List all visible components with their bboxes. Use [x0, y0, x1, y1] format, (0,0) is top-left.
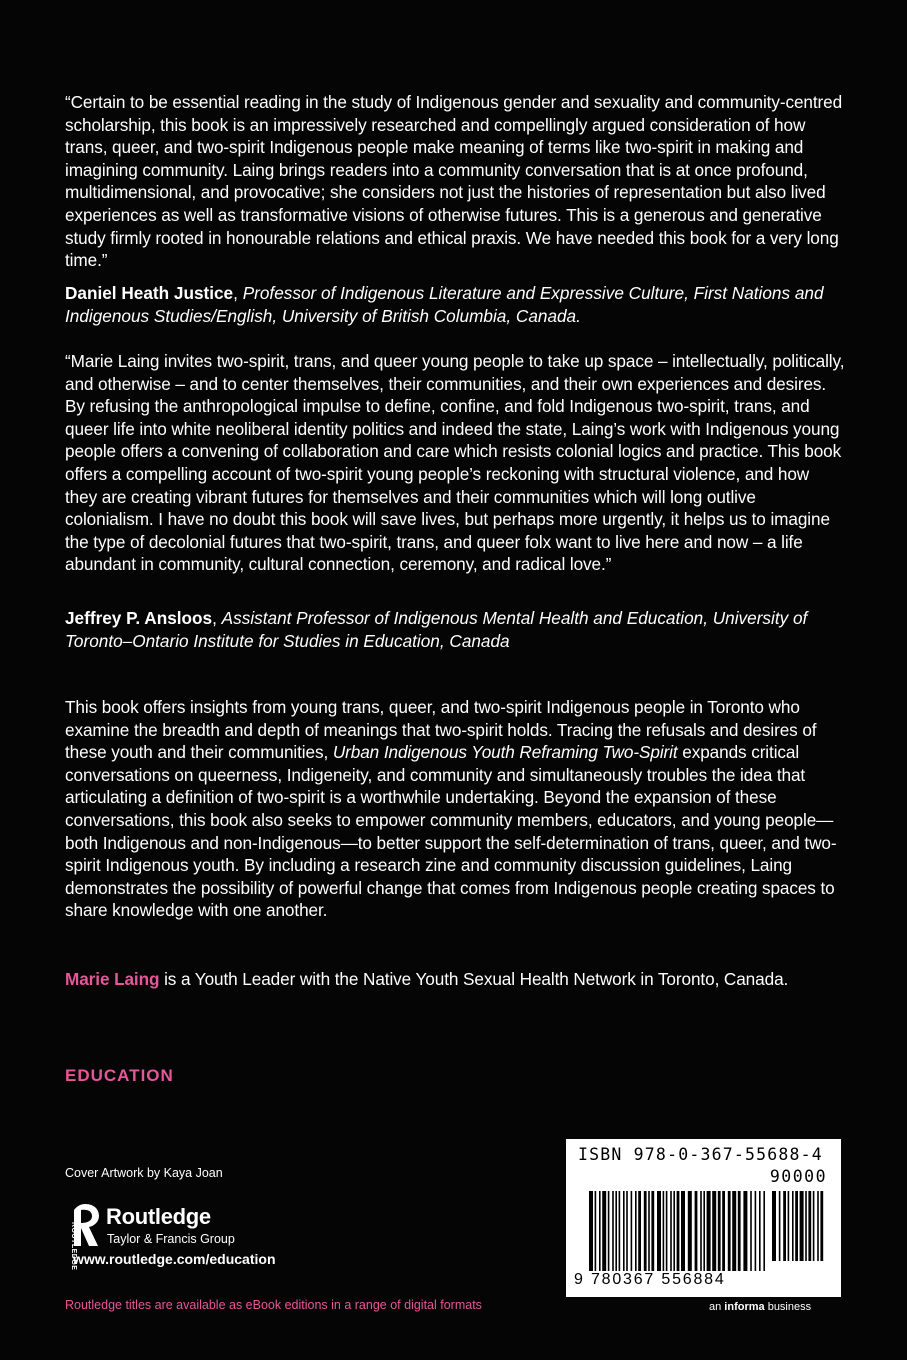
quote-2-author: Jeffrey P. Ansloos	[65, 608, 213, 628]
author-name: Marie Laing	[65, 969, 160, 989]
informa-tagline	[709, 1301, 811, 1313]
author-bio-text: is a Youth Leader with the Native Youth Sexual Health Network in Toronto, Canada.	[159, 969, 789, 989]
description-part-1: This book offers insights from young trans, queer, and two-spirit Indigenous people in Toronto who examine the breadth and depth of meanings that two-spirit holds. Tracing the refusals and desires of these youth and their communities,	[65, 697, 817, 763]
quote-1-affiliation: Professor of Indigenous Literature and Expressive Culture, First Nations and Indigenous Studies/English, University of British Columbia, Canada.	[65, 283, 824, 326]
author-bio	[65, 968, 845, 991]
informa-prefix: an	[709, 1301, 725, 1313]
ean-digits: 9 780367 556884	[574, 1271, 726, 1288]
publisher-url[interactable]: www.routledge.com/education	[73, 1251, 276, 1267]
ebook-note: Routledge titles are available as eBook editions in a range of digital formats	[65, 1298, 482, 1312]
informa-brand: informa	[724, 1301, 765, 1313]
book-description	[65, 696, 845, 922]
publisher-group: Taylor & Francis Group	[107, 1232, 235, 1246]
quote-2-attribution: Jeffrey P. Ansloos, Assistant Professor of Indigenous Mental Health and Education, University of Toronto–Ontario Institute for Studies in Education, Canada	[65, 608, 808, 651]
quote-2-affiliation: Assistant Professor of Indigenous Mental Health and Education, University of Toronto–Ontario Institute for Studies in Education, Canada	[65, 608, 808, 651]
price-code: 90000	[769, 1167, 827, 1186]
quote-1-text: “Certain to be essential reading in the study of Indigenous gender and sexuality and community-centred scholarship, this book is an impressively researched and compellingly argued consideration of how trans, queer, and two-spirit Indigenous people make meaning of terms like two-spirit in making and imagining community. Laing brings readers into a community conversation that is at once profound, multidimensional, and provocative; she considers not just the histories of representation but also lived experiences as well as transformative visions of otherwise futures. This is a generous and generative study firmly rooted in honourable relations and ethical praxis. We have needed this book for a very long time.”	[65, 92, 843, 271]
publisher-name: Routledge	[106, 1204, 211, 1229]
ean-barcode-icon	[589, 1191, 767, 1271]
book-title: Urban Indigenous Youth Reframing Two-Spirit	[332, 742, 678, 763]
cover-art-credit: Cover Artwork by Kaya Joan	[65, 1166, 223, 1180]
isbn-number: ISBN 978-0-367-55688-4	[578, 1145, 823, 1164]
publisher-block	[65, 1202, 325, 1272]
barcode-panel	[566, 1139, 841, 1297]
publisher-vertical-wordmark: ROUTLEDGE	[70, 1222, 77, 1271]
description-part-2: expands critical conversations on queerness, Indigeneity, and community and simultaneously troubles the idea that articulating a definition of two-spirit is a worthwhile undertaking. Beyond the expansion of these conversations, this book also seeks to empower community members, educators, and young people—both Indigenous and non-Indigenous—to better support the self-determination of trans, queer, and two-spirit Indigenous youth. By including a research zine and community discussion guidelines, Laing demonstrates the possibility of powerful change that comes from Indigenous people creating spaces to share knowledge with one another.	[65, 742, 837, 921]
quote-1-author: Daniel Heath Justice	[65, 283, 234, 303]
subject-category: EDUCATION	[65, 1066, 174, 1085]
price-barcode-icon	[772, 1191, 824, 1261]
quote-2-text: “Marie Laing invites two-spirit, trans, and queer young people to take up space – intellectually, politically, and otherwise – and to center themselves, their communities, and their own experiences and desires. By refusing the anthropological impulse to define, confine, and fold Indigenous two-spirit, trans, and queer life into white neoliberal identity politics and indeed the state, Laing’s work with Indigenous young people offers a convening of collaboration and care which resists colonial logics and practice. This book offers a compelling account of two-spirit young people’s reckoning with structural violence, and how they are creating vibrant futures for themselves and their communities which will long outlive colonialism. I have no doubt this book will save lives, but perhaps more urgently, it helps us to imagine the type of decolonial futures that two-spirit, trans, and queer folx want to live here and now – a life abundant in community, cultural connection, ceremony, and radical love.”	[65, 351, 845, 575]
informa-suffix: business	[764, 1301, 812, 1313]
quote-1-attribution: Daniel Heath Justice, Professor of Indigenous Literature and Expressive Culture, First Nations and Indigenous Studies/English, University of British Columbia, Canada.	[65, 283, 824, 326]
